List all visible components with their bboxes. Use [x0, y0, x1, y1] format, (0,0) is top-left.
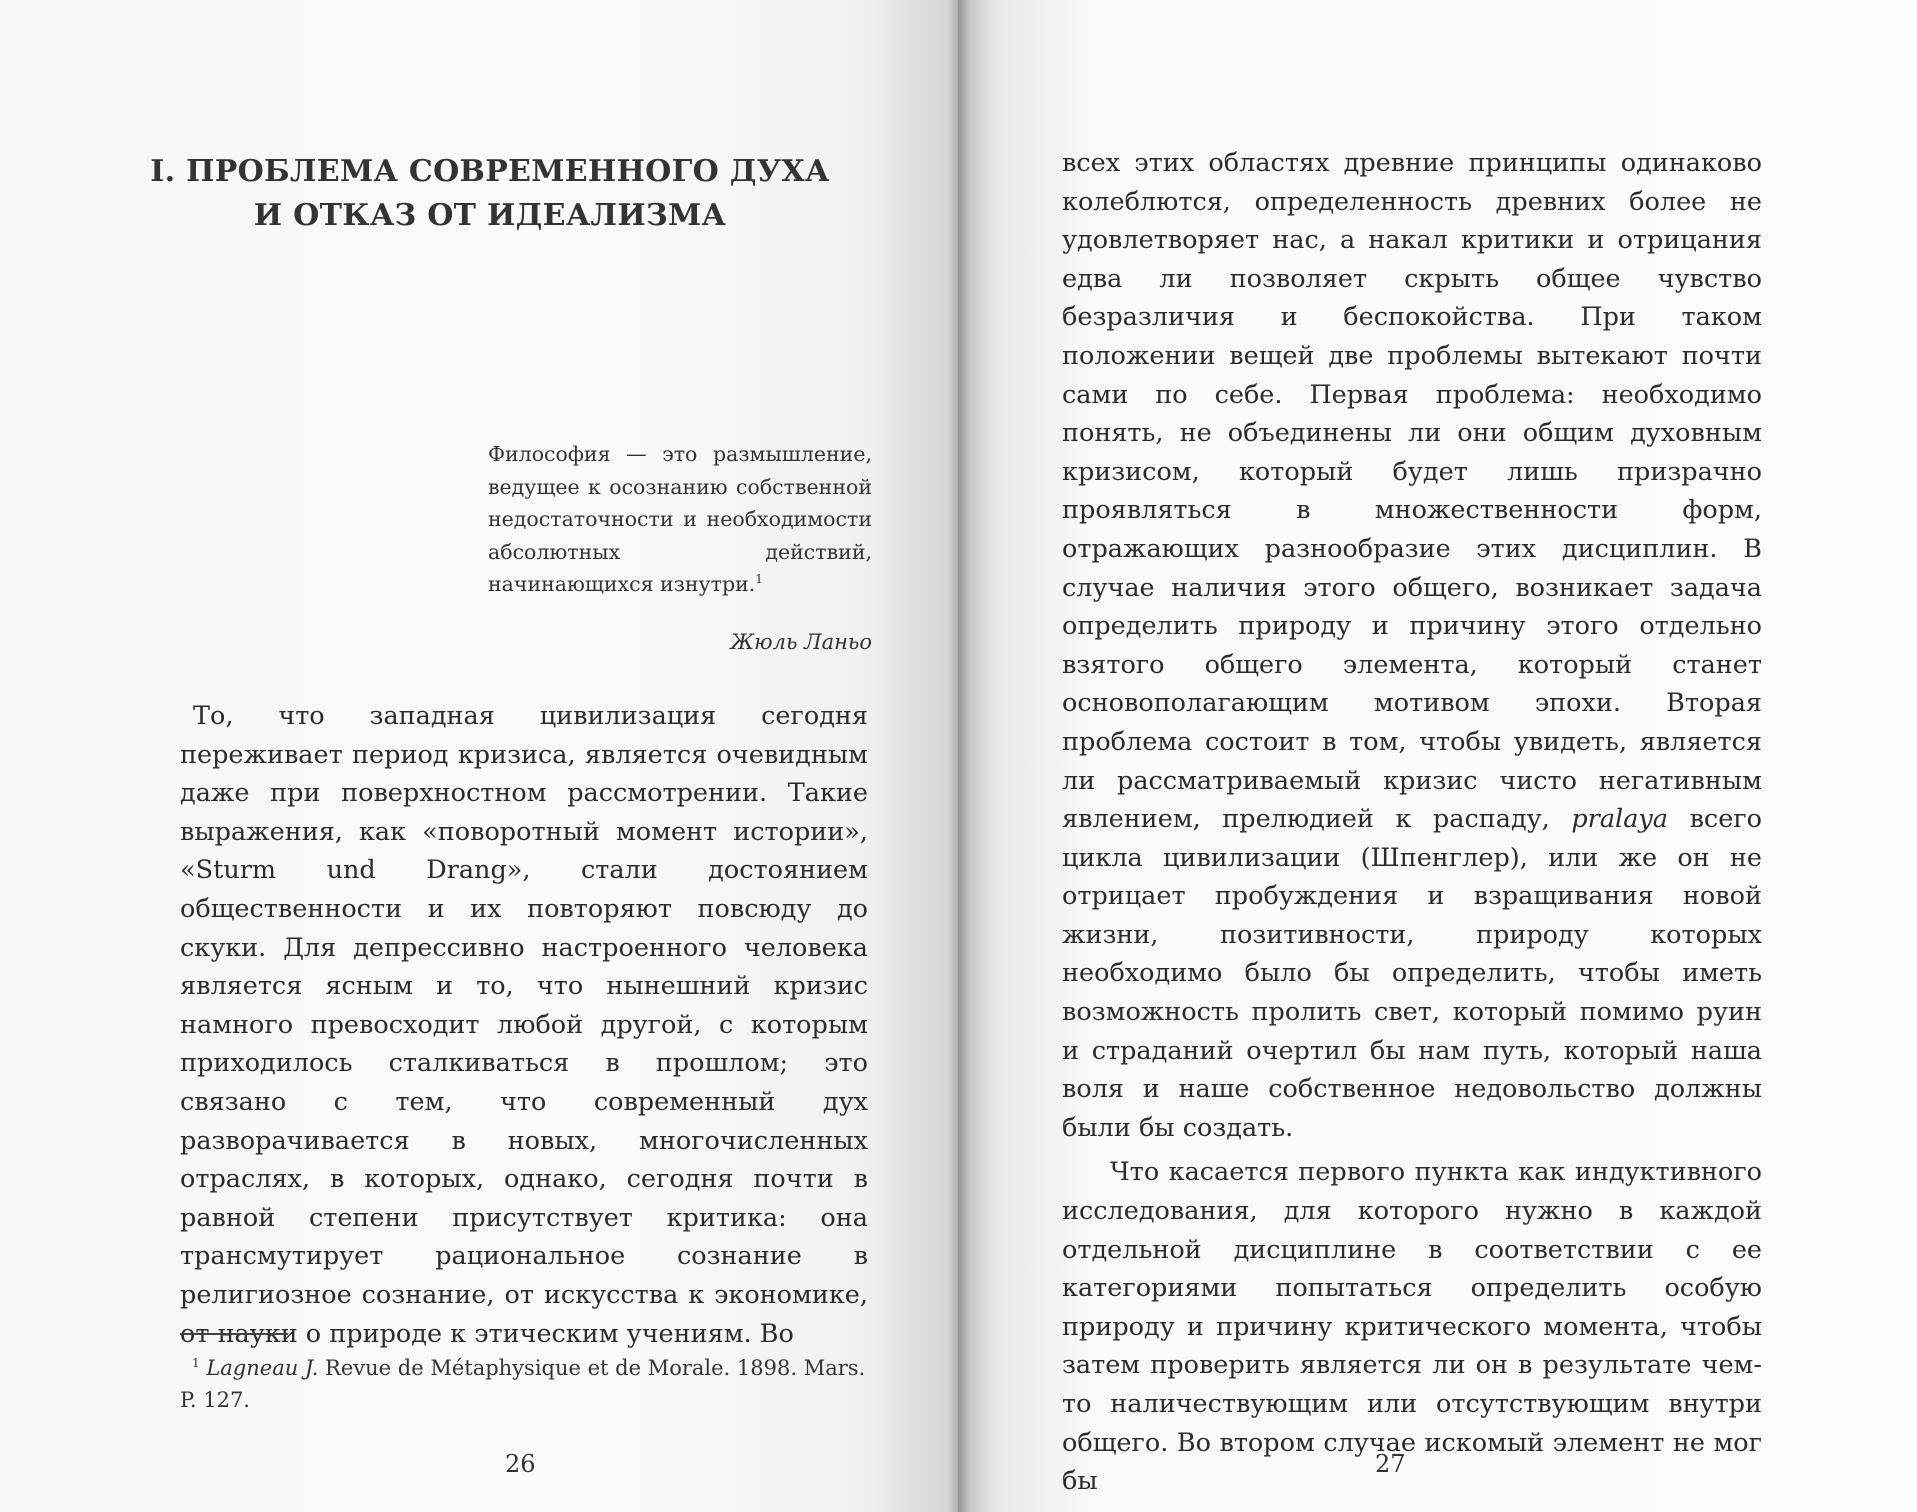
right-paragraph-1: [1062, 144, 1762, 1147]
left-page: [0, 0, 958, 1512]
footnote-divider: [180, 1333, 288, 1335]
epigraph: [488, 438, 872, 601]
page-number-right: 27: [1375, 1450, 1406, 1478]
epigraph-footnote-marker: 1: [755, 572, 763, 587]
chapter-title-line2: И ОТКАЗ ОТ ИДЕАЛИЗМА: [253, 198, 727, 233]
left-paragraph: То, что западная цивилизация сегодня переживает период кризиса, является очевидным даже при поверхностном рассмотрении. Такие выражения, как «поворотный момент истории», «Sturm und Drang», стали достоянием общественности и их повторяют повсюду до скуки. Для депрессивно настроенного человека является ясным и то, что нынешний кризис намного превосходит любой другой, с которым приходилось сталкиваться в прошлом; это связано с тем, что современный дух разворачивается в новых, многочисленных отраслях, в которых, однако, сегодня почти в равной степени присутствует критика: она трансмутирует рациональное сознание в религиозное сознание, от искусства к экономике, от науки о природе к этическим учениям. Во: [180, 701, 868, 1349]
chapter-title: [150, 150, 830, 238]
epigraph-text: Философия — это размышление, ведущее к осознанию собственной недостаточности и необходимости абсолютных действий, начинающихся изнутри.: [488, 442, 872, 596]
pralaya-term: pralaya: [1571, 804, 1669, 835]
left-body-text: [180, 697, 868, 1353]
chapter-title-line1: I. ПРОБЛЕМА СОВРЕМЕННОГО ДУХА: [150, 154, 830, 189]
footnote-author: Lagneau J.: [206, 1356, 319, 1380]
right-paragraph-1-start: всех этих областях древние принципы одинаково колеблются, определенность древних более не удовлетворяет нас, а накал критики и отрицания едва ли позволяет скрыть общее чувство безразличия и беспокойства. При таком положении вещей две проблемы вытекают почти сами по себе. Первая проблема: необходимо понять, не объединены ли они общим духовным кризисом, который будет лишь призрачно проявляться в множественности форм, отражающих разнообразие этих дисциплин. В случае наличия этого общего, возникает задача определить природу и причину этого отдельно взятого общего элемента, который станет основополагающим мотивом эпохи. Вторая проблема состоит в том, чтобы увидеть, является ли рассматриваемый кризис чисто негативным явлением, прелюдией к распаду,: [1062, 148, 1762, 835]
right-paragraph-2: Что касается первого пункта как индуктивного исследования, для которого нужно в каждой отдельной дисциплине в соответствии с ее категориями попытаться определить особую природу и причину критического момента, чтобы затем проверить является ли он в результате чем-то наличествующим или отсутствующим внутри общего. Во втором случае искомый элемент не мог бы: [1062, 1157, 1762, 1497]
page-number-left: 26: [505, 1450, 536, 1478]
right-paragraph-1-end: всего цикла цивилизации (Шпенглер), или же он не отрицает пробуждения и взращивания новой жизни, позитивности, природу которых необходимо было бы определить, чтобы иметь возможность пролить свет, который помимо руин и страданий очертил бы нам путь, который наша воля и наше собственное недовольство должны были бы создать.: [1062, 804, 1763, 1143]
footnote-text: Revue de Métaphysique et de Morale. 1898. Mars. P. 127.: [180, 1356, 866, 1412]
footnote: [180, 1352, 868, 1416]
footnote-number: 1: [192, 1356, 200, 1370]
right-body-text: [1062, 144, 1762, 1501]
book-gutter: [948, 0, 970, 1512]
epigraph-author: Жюль Ланьо: [730, 630, 872, 654]
right-page: [958, 0, 1917, 1512]
